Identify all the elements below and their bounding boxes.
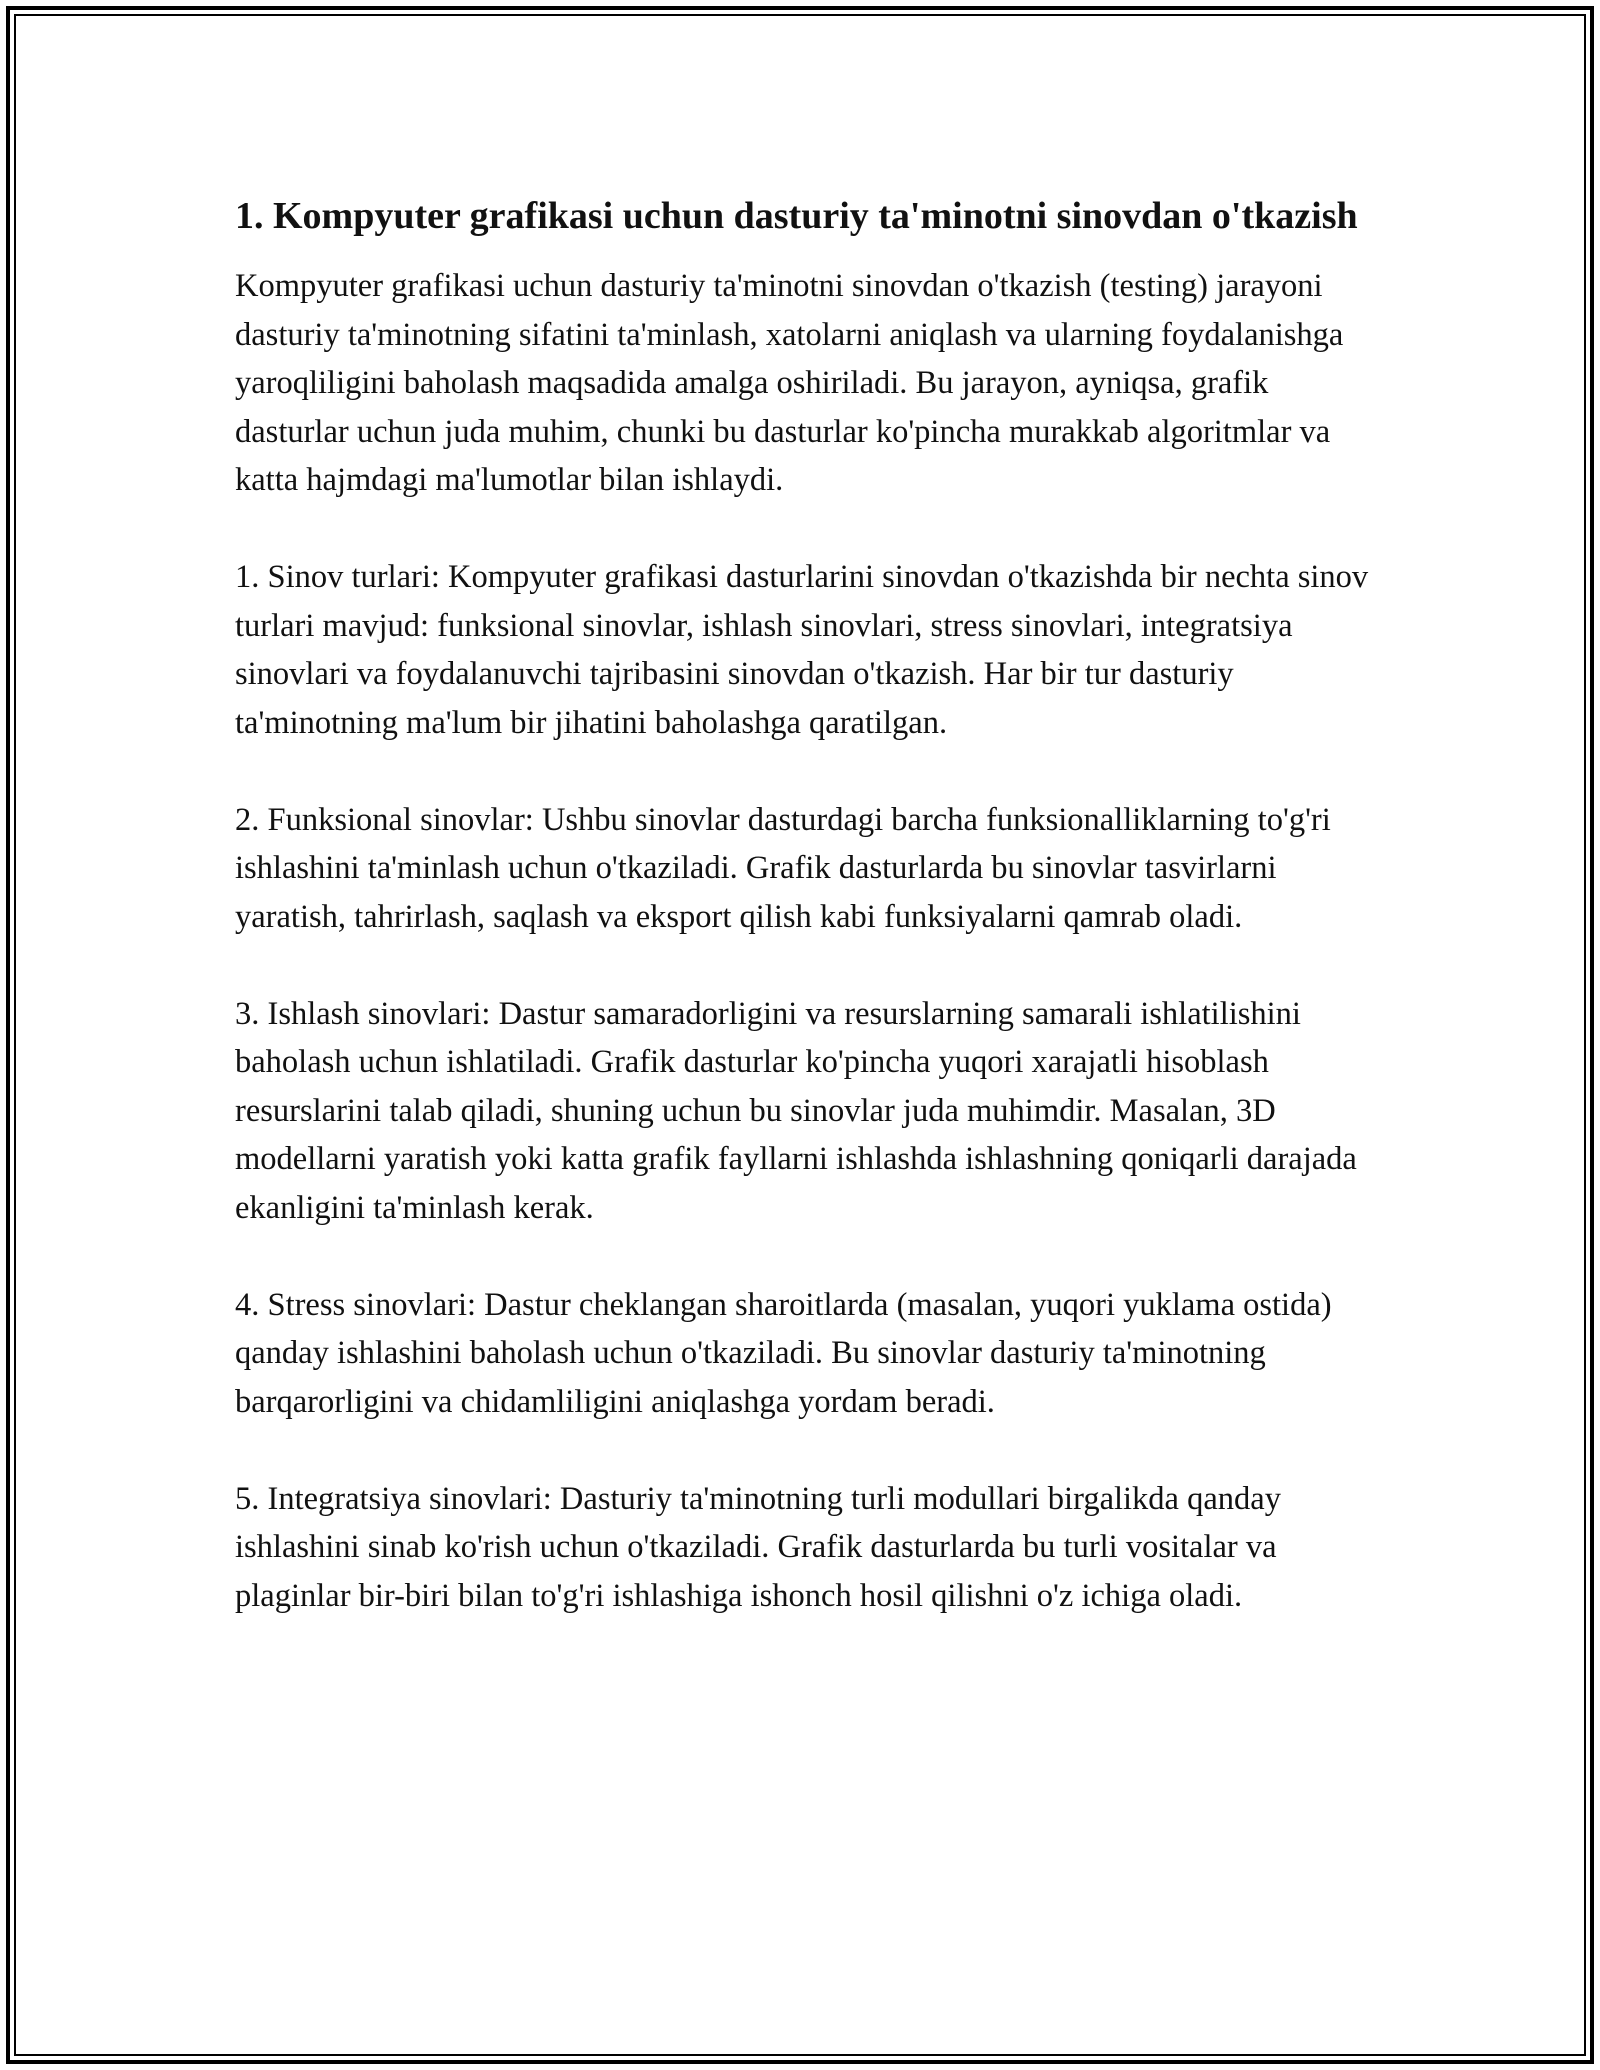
paragraph-test-types: 1. Sinov turlari: Kompyuter grafikasi dasturlarini sinovdan o'tkazishda bir nechta sinov turlari mavjud: funksional sinovlar, ishlash sinovlari, stress sinovlari, integratsiya sinovlari va foydalanuvchi tajribasini sinovdan o'tkazish. Har bir tur dasturiy ta'minotning ma'lum bir jihatini baholashga qaratilgan. <box>235 559 1369 741</box>
intro-paragraph: Kompyuter grafikasi uchun dasturiy ta'minotni sinovdan o'tkazish (testing) jarayoni dasturiy ta'minotning sifatini ta'minlash, xatolarni aniqlash va ularning foydalanishga yaroqliligini baholash maqsadida amalga oshiriladi. Bu jarayon, ayniqsa, grafik dasturlar uchun juda muhim, chunki bu dasturlar ko'pincha murakkab algoritmlar va katta hajmdagi ma'lumotlar bilan ishlaydi. <box>235 268 1344 498</box>
document-body <box>235 188 1385 1669</box>
paragraph-performance-tests: 3. Ishlash sinovlari: Dastur samaradorligini va resurslarning samarali ishlatilishini baholash uchun ishlatiladi. Grafik dasturlar ko'pincha yuqori xarajatli hisoblash resurslarini talab qiladi, shuning uchun bu sinovlar juda muhimdir. Masalan, 3D modellarni yaratish yoki katta grafik fayllarni ishlashda ishlashning qoniqarli darajada ekanligini ta'minlash kerak. <box>235 995 1357 1226</box>
paragraph-integration-tests: 5. Integratsiya sinovlari: Dasturiy ta'minotning turli modullari birgalikda qanday ishlashini sinab ko'rish uchun o'tkaziladi. Grafik dasturlarda bu turli vositalar va plaginlar bir-biri bilan to'g'ri ishlashiga ishonch hosil qilishni o'z ichiga oladi. <box>235 1480 1281 1614</box>
paragraph-functional-tests: 2. Funksional sinovlar: Ushbu sinovlar dasturdagi barcha funksionalliklarning to'g'ri ishlashini ta'minlash uchun o'tkaziladi. Grafik dasturlarda bu sinovlar tasvirlarni yaratish, tahrirlash, saqlash va eksport qilish kabi funksiyalarni qamrab oladi. <box>235 801 1331 935</box>
paragraph-stress-tests: 4. Stress sinovlari: Dastur cheklangan sharoitlarda (masalan, yuqori yuklama ostida) qanday ishlashini baholash uchun o'tkaziladi. Bu sinovlar dasturiy ta'minotning barqarorligini va chidamliligini aniqlashga yordam beradi. <box>235 1286 1332 1420</box>
section-title: 1. Kompyuter grafikasi uchun dasturiy ta'minotni sinovdan o'tkazish <box>235 195 1358 237</box>
